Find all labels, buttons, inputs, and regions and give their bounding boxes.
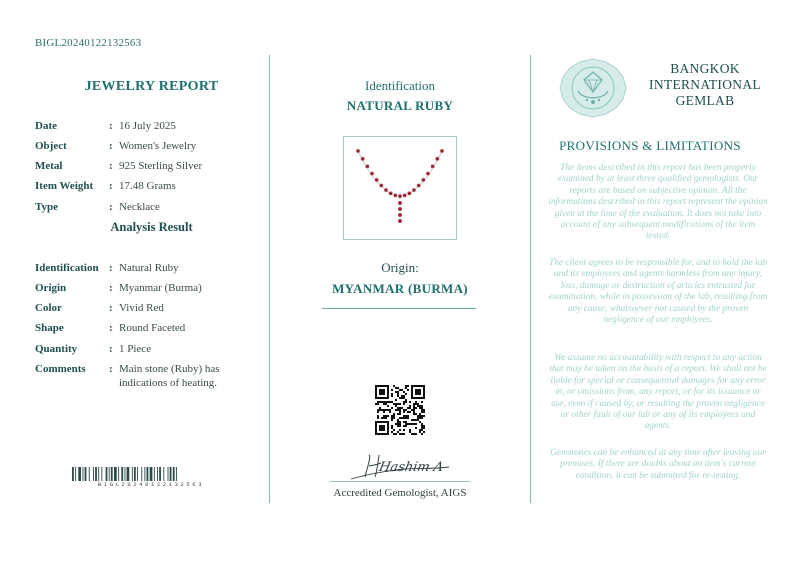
provision-paragraph: The client agrees to be responsible for, and to hold the lab and its employees and agents harmless from any injury, loss, damage or destruction of articles entrusted for examination, while in possession of the lab, resulting from any cause, whatsoever not caused by the proven negligence of our employees. <box>548 258 768 326</box>
provisions-title: PROVISIONS & LIMITATIONS <box>559 138 741 153</box>
detail-label: Type <box>35 201 59 213</box>
origin-value: MYANMAR (BURMA) <box>332 281 468 296</box>
signature-line <box>330 481 470 482</box>
detail-colon: : <box>109 201 113 213</box>
analysis-label: Comments <box>35 363 86 375</box>
panel-divider-left <box>269 55 270 503</box>
analysis-label: Quantity <box>35 343 78 355</box>
panel-divider-right <box>530 55 531 503</box>
lab-name <box>630 61 780 109</box>
detail-colon: : <box>109 160 113 172</box>
analysis-colon: : <box>109 302 113 314</box>
report-title: JEWELRY REPORT <box>84 79 219 94</box>
analysis-colon: : <box>109 363 113 375</box>
lab-name-line: GEMLAB <box>675 93 735 108</box>
identification-label: Identification <box>364 78 436 93</box>
detail-colon: : <box>109 180 113 192</box>
analysis-colon: : <box>109 343 113 355</box>
analysis-result-heading: Analysis Result <box>110 220 193 234</box>
analysis-value: 1 Piece <box>119 343 152 355</box>
gemlab-logo-icon <box>556 58 630 118</box>
lab-name-line: BANGKOK <box>670 61 740 76</box>
identification-value: NATURAL RUBY <box>346 98 454 113</box>
analysis-value: Myanmar (Burma) <box>119 282 202 294</box>
origin-label: Origin: <box>381 260 419 275</box>
detail-label: Metal <box>35 160 63 172</box>
detail-value: 17.48 Grams <box>119 180 176 192</box>
barcode-icon <box>72 467 230 481</box>
detail-value: 925 Sterling Silver <box>119 160 203 172</box>
detail-label: Item Weight <box>35 180 94 192</box>
detail-label: Object <box>35 140 67 152</box>
report-id: BIGL20240122132563 <box>35 37 142 49</box>
detail-colon: : <box>109 140 113 152</box>
analysis-label: Shape <box>35 322 64 334</box>
qr-code-icon[interactable] <box>375 385 425 435</box>
analysis-value: Round Faceted <box>119 322 186 334</box>
analysis-value: Natural Ruby <box>119 262 179 274</box>
detail-label: Date <box>35 120 57 132</box>
gemologist-title: Accredited Gemologist, AIGS <box>333 487 467 499</box>
detail-value: Necklace <box>119 201 160 213</box>
analysis-value: Vivid Red <box>119 302 164 314</box>
provision-paragraph: Gemstones can be enhanced at any time after leaving our premises. If there are doubts about an item's current condition, it can be submitted for re-testing. <box>550 448 766 481</box>
analysis-colon: : <box>109 282 113 294</box>
analysis-label: Origin <box>35 282 67 294</box>
analysis-colon: : <box>109 262 113 274</box>
detail-colon: : <box>109 120 113 132</box>
analysis-label: Color <box>35 302 62 314</box>
detail-value: Women's Jewelry <box>119 140 197 152</box>
analysis-label: Identification <box>35 262 99 274</box>
analysis-value: Main stone (Ruby) has indications of heating. <box>119 363 220 389</box>
analysis-colon: : <box>109 322 113 334</box>
jewelry-photo <box>343 136 457 240</box>
necklace-image <box>344 137 456 239</box>
svg-text:Hashim A: Hashim A <box>377 460 445 475</box>
origin-divider <box>322 308 476 309</box>
provision-paragraph: We assume no accountability with respect to any action that may be taken on the basis of a report. We shall not be liable for special or consequential damages for any error in, or omissions from, any report, or for its issuance or use, even if caused by, or resulting the proven negligence or other fault of our lab or any of its employees and agents. <box>549 353 767 432</box>
provision-paragraph: The items described in this report has been properly examined by at least three qualified gemologists. Our reports are based on subjective opinion. All the informations described in this report represent the opinion given at the time of the evaluation. It does not take into account of any subsequent modifications of the item tested. <box>548 163 768 242</box>
detail-value: 16 July 2025 <box>119 120 176 132</box>
lab-name-line: INTERNATIONAL <box>649 77 761 92</box>
barcode-text: BIGL20240122132563 <box>97 481 205 488</box>
